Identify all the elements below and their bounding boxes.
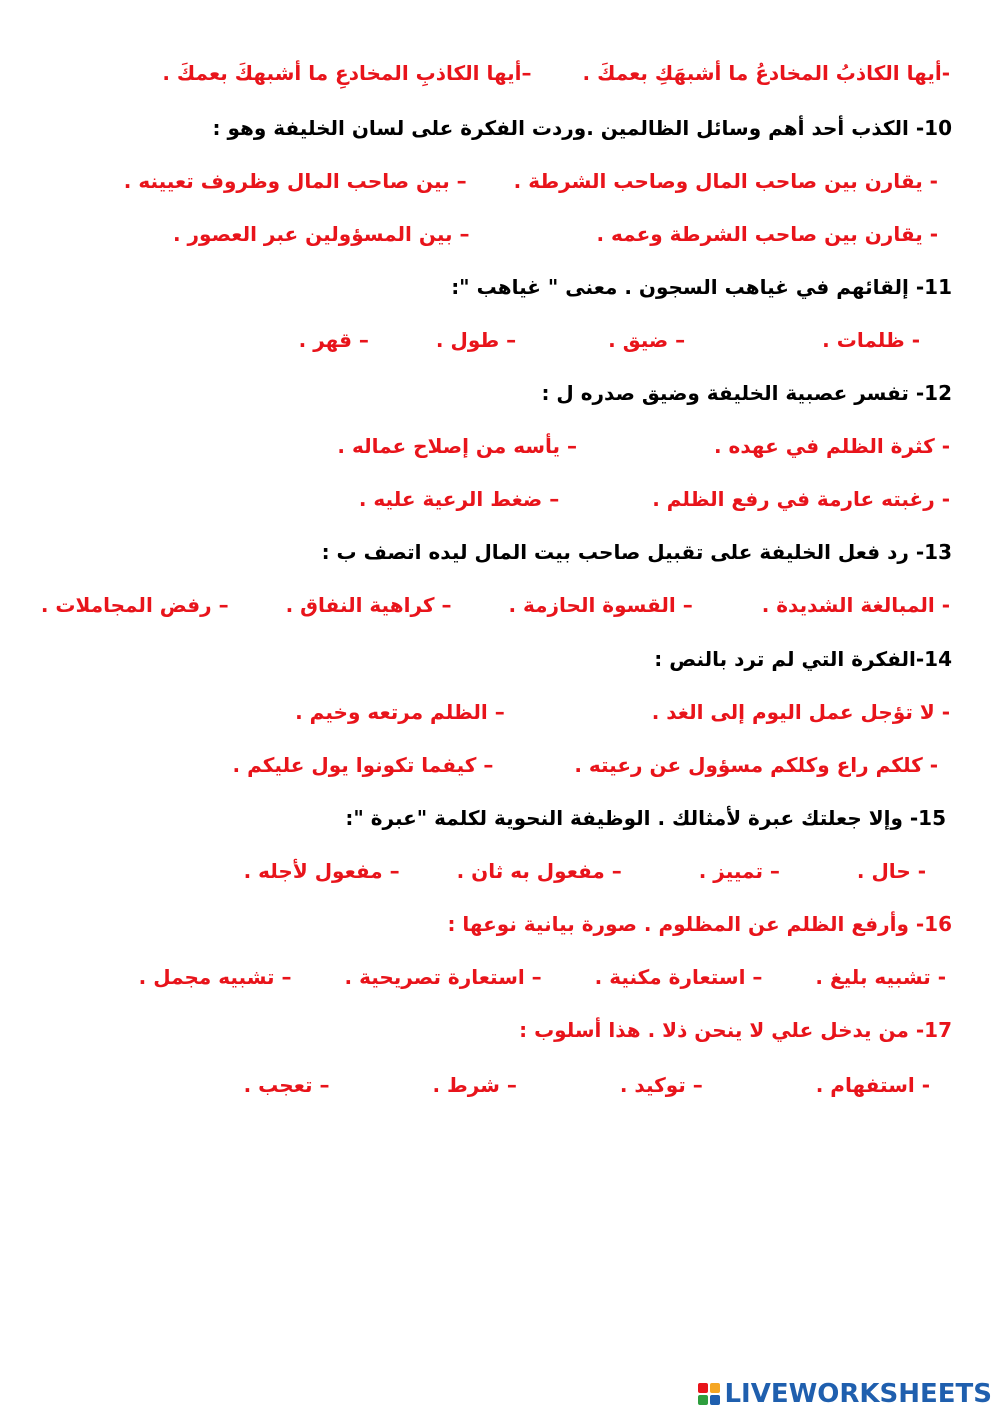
option[interactable]: – ضغط الرعية عليه .	[358, 487, 560, 511]
logo-square	[710, 1395, 720, 1405]
option[interactable]: – استعارة تصريحية .	[344, 965, 542, 989]
option[interactable]: - ظلمات .	[822, 328, 920, 352]
liveworksheets-logo	[698, 1376, 992, 1412]
option[interactable]: - المبالغة الشديدة .	[761, 593, 950, 617]
options-row-14b	[40, 750, 938, 780]
option[interactable]: – طول .	[435, 328, 517, 352]
options-row-16	[40, 962, 946, 992]
option[interactable]: - لا تؤجل عمل اليوم إلى الغد .	[651, 700, 950, 724]
question-15	[40, 803, 946, 833]
option[interactable]: - رغبته عارمة في رفع الظلم .	[652, 487, 950, 511]
options-row-9	[40, 58, 950, 88]
options-row-17	[40, 1070, 930, 1100]
question-text: 10- الكذب أحد أهم وسائل الظالمين .وردت الفكرة على لسان الخليفة وهو :	[212, 116, 952, 140]
option[interactable]: – ضيق .	[608, 328, 686, 352]
option[interactable]: – تشبيه مجمل .	[138, 965, 292, 989]
option[interactable]: – مفعول لأجله .	[243, 859, 400, 883]
option[interactable]: - استفهام .	[815, 1073, 930, 1097]
option[interactable]: - كلكم راع وكلكم مسؤول عن رعيته .	[574, 753, 938, 777]
option[interactable]: - يقارن بين صاحب الشرطة وعمه .	[596, 222, 938, 246]
question-11	[40, 272, 952, 302]
question-16	[40, 909, 952, 939]
logo-square	[698, 1395, 708, 1405]
question-17	[40, 1015, 952, 1045]
option[interactable]: – تعجب .	[243, 1073, 330, 1097]
option[interactable]: - يقارن بين صاحب المال وصاحب الشرطة .	[513, 169, 938, 193]
option[interactable]: – شرط .	[432, 1073, 517, 1097]
options-row-12b	[40, 484, 950, 514]
question-text: 11- إلقائهم في غياهب السجون . معنى " غياهب ":	[451, 275, 952, 299]
option[interactable]: – قهر .	[298, 328, 369, 352]
question-text: 13- رد فعل الخليفة على تقبيل صاحب بيت المال ليده اتصف ب :	[321, 540, 952, 564]
option[interactable]: – بين المسؤولين عبر العصور .	[172, 222, 470, 246]
logo-mark-icon	[698, 1383, 720, 1405]
options-row-10a	[40, 166, 938, 196]
logo-square	[710, 1383, 720, 1393]
options-row-10b	[40, 219, 938, 249]
option[interactable]: - حال .	[856, 859, 926, 883]
option[interactable]: - تشبيه بليغ .	[815, 965, 946, 989]
option[interactable]: – الظلم مرتعه وخيم .	[295, 700, 505, 724]
options-row-12a	[40, 431, 950, 461]
option[interactable]: – يأسه من إصلاح عماله .	[337, 434, 578, 458]
option[interactable]: – توكيد .	[619, 1073, 703, 1097]
question-13	[40, 537, 952, 567]
question-text: 17- من يدخل علي لا ينحن ذلا . هذا أسلوب :	[519, 1018, 952, 1042]
options-row-14a	[40, 697, 950, 727]
option[interactable]: – القسوة الحازمة .	[508, 593, 693, 617]
question-text: 15- وإلا جعلتك عبرة لأمثالك . الوظيفة النحوية لكلمة "عبرة ":	[345, 806, 946, 830]
option[interactable]: - كثرة الظلم في عهده .	[713, 434, 950, 458]
option[interactable]: – كراهية النفاق .	[285, 593, 452, 617]
option[interactable]: – استعارة مكنية .	[594, 965, 763, 989]
question-14	[40, 644, 952, 674]
question-text: 16- وأرفع الظلم عن المظلوم . صورة بيانية نوعها :	[447, 912, 952, 936]
brand-name: LIVEWORKSHEETS	[724, 1379, 992, 1409]
options-row-11	[40, 325, 920, 355]
question-12	[40, 378, 952, 408]
option[interactable]: – كيفما تكونوا يول عليكم .	[232, 753, 494, 777]
question-text: 12- تفسر عصبية الخليفة وضيق صدره ل :	[541, 381, 952, 405]
question-text: 14-الفكرة التي لم ترد بالنص :	[654, 647, 952, 671]
option[interactable]: –أيها الكاذبِ المخادعِ ما أشبهكَ بعمكَ .	[162, 61, 532, 85]
question-10	[40, 113, 952, 143]
option[interactable]: – بين صاحب المال وظروف تعيينه .	[123, 169, 467, 193]
logo-square	[698, 1383, 708, 1393]
option[interactable]: – رفض المجاملات .	[40, 593, 229, 617]
option[interactable]: -أيها الكاذبُ المخادعُ ما أشبهَكِ بعمكَ .	[582, 61, 950, 85]
options-row-13	[40, 590, 950, 620]
options-row-15	[40, 856, 926, 886]
option[interactable]: – مفعول به ثان .	[456, 859, 622, 883]
option[interactable]: – تمييز .	[698, 859, 780, 883]
